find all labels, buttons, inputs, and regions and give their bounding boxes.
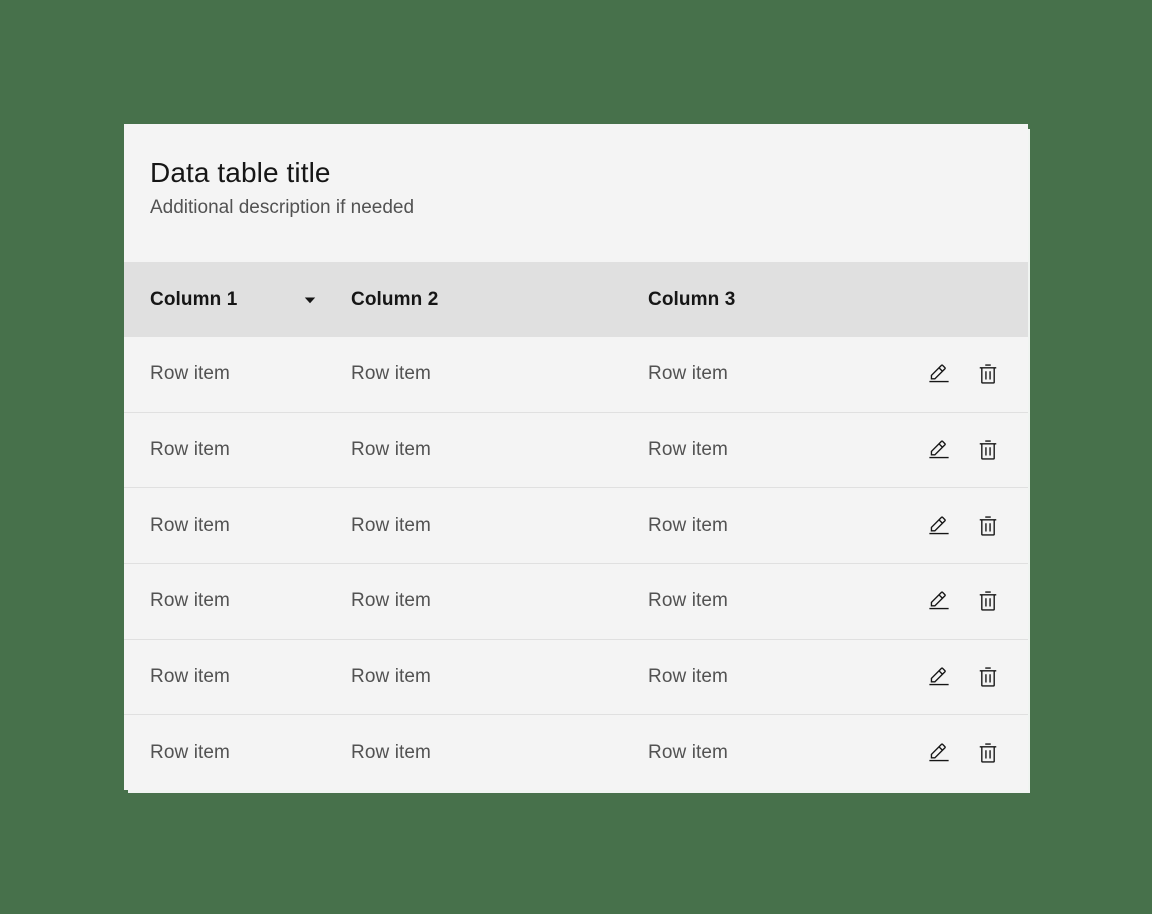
edit-button[interactable] [927,741,951,765]
edit-button[interactable] [927,362,951,386]
row-cell-column-1: Row item [150,741,230,763]
actions-column-header-spacer [848,262,1028,337]
trash-can-icon [977,590,999,612]
column-header-row [124,262,1028,337]
edit-button[interactable] [927,514,951,538]
row-cell-column-3: Row item [648,363,728,385]
sort-caret-down-icon [302,292,318,308]
edit-pencil-icon [928,515,950,537]
row-cell-column-2: Row item [351,363,431,385]
table-body [124,337,1028,790]
edit-pencil-icon [928,363,950,385]
table-row [124,564,1028,640]
row-actions [848,564,1028,639]
table-row [124,715,1028,790]
row-cell-column-3: Row item [648,666,728,688]
trash-can-icon [977,515,999,537]
column-2-label: Column 2 [351,288,439,310]
edit-button[interactable] [927,665,951,689]
delete-button[interactable] [976,362,1000,386]
row-actions [848,413,1028,488]
row-cell-column-2: Row item [351,590,431,612]
delete-button[interactable] [976,514,1000,538]
row-cell-column-1: Row item [150,666,230,688]
row-actions [848,715,1028,790]
data-table-card [124,124,1028,790]
row-actions [848,337,1028,412]
row-cell-column-1: Row item [150,363,230,385]
edit-pencil-icon [928,590,950,612]
edit-button[interactable] [927,438,951,462]
table-row [124,640,1028,716]
table-row [124,413,1028,489]
table-row [124,488,1028,564]
row-cell-column-2: Row item [351,741,431,763]
edit-pencil-icon [928,666,950,688]
row-cell-column-2: Row item [351,666,431,688]
trash-can-icon [977,363,999,385]
edit-button[interactable] [927,589,951,613]
column-3-label: Column 3 [648,288,736,310]
trash-can-icon [977,439,999,461]
table-title: Data table title [150,157,331,188]
column-header-sort-button[interactable] [124,262,325,337]
table-row [124,337,1028,413]
column-1-label: Column 1 [150,288,238,310]
table-header-section [124,124,1028,262]
row-cell-column-1: Row item [150,439,230,460]
edit-pencil-icon [928,742,950,764]
row-cell-column-3: Row item [648,741,728,763]
delete-button[interactable] [976,438,1000,462]
table-description: Additional description if needed [150,197,415,218]
column-2-header [325,262,622,337]
row-actions [848,640,1028,715]
delete-button[interactable] [976,741,1000,765]
delete-button[interactable] [976,665,1000,689]
delete-button[interactable] [976,589,1000,613]
row-cell-column-3: Row item [648,514,728,536]
edit-pencil-icon [928,439,950,461]
row-cell-column-3: Row item [648,439,728,460]
column-3-header [622,262,848,337]
trash-can-icon [977,666,999,688]
row-cell-column-1: Row item [150,514,230,536]
row-cell-column-3: Row item [648,590,728,612]
trash-can-icon [977,742,999,764]
row-cell-column-2: Row item [351,514,431,536]
row-cell-column-1: Row item [150,590,230,612]
row-actions [848,488,1028,563]
row-cell-column-2: Row item [351,439,431,460]
